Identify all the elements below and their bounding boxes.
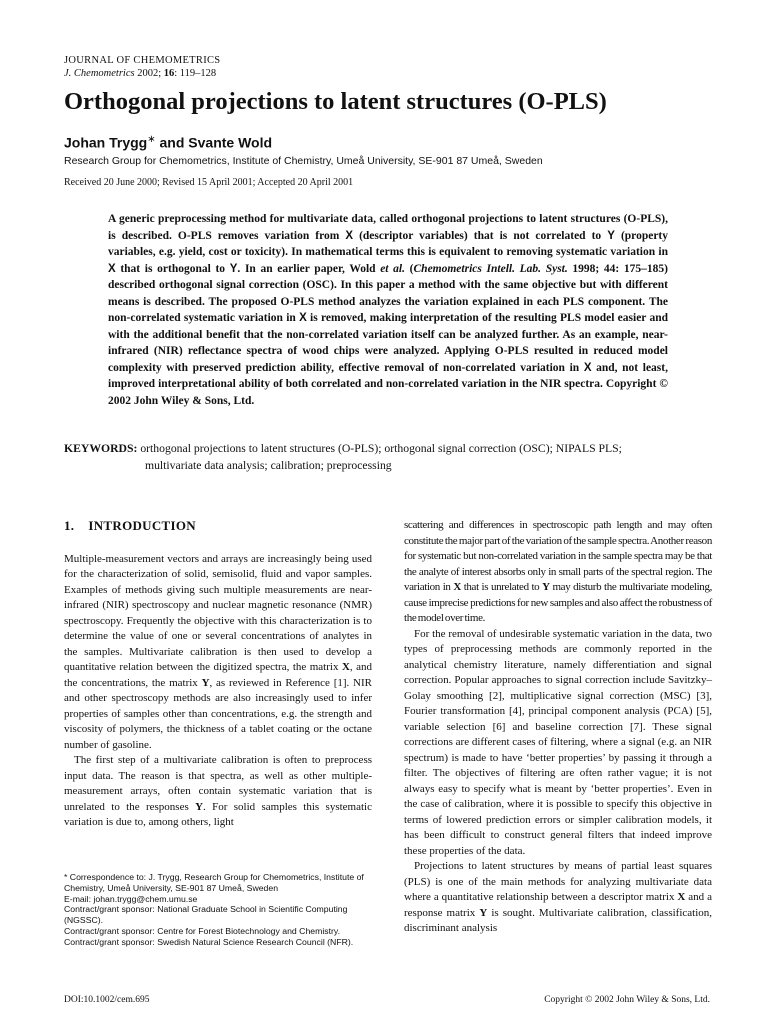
body-text: , and the concentrations, the matrix [64, 661, 372, 689]
citation-volume: 16 [163, 68, 175, 79]
body-text: that is unrelated to [460, 581, 543, 593]
intro-paragraph-4: For the removal of undesirable systematic variation in the data, two types of preprocessing methods are commonly reported in the analytical chemistry literature, namely differentiation and signal correction. Popular approaches to signal correction include Savitzky–Golay smoothing [2], multiplicative signal correction (MSC) [3], Fourier transformation [4], principal component analysis (PCA) [5], variable selection [6] and baseline correction [7]. These signal corrections are different cases of filtering, where a signal (e.g. an NIR spectrum) is made to have ‘better properties’ by passing it through a filter. The objectives of filtering are often rather vague; it is not always easy to specify what is meant by ‘better properties’. Even in the case of calibration, where it is possible to specify this objective in terms of lowered prediction errors or simpler calibration models, it has been difficult to construct general filters that indeed improve these properties of the data. [404, 627, 712, 857]
section-title: INTRODUCTION [88, 518, 196, 533]
abstract-text: ( [405, 262, 414, 275]
authors [64, 134, 272, 151]
abstract [108, 211, 668, 409]
et-al: et al. [380, 262, 405, 275]
footnote-email: E-mail: johan.trygg@chem.umu.se [64, 893, 198, 904]
doi: DOI:10.1002/cem.695 [64, 995, 150, 1005]
abstract-text: (descriptor variables) that is not correlated to [353, 229, 608, 242]
abstract-text: 1998; [567, 262, 604, 275]
body-text: Projections to latent structures by means of partial least squares (PLS) is one of the main methods for analyzing multivariate data where a quantitative relationship between a descriptor matrix [404, 860, 712, 903]
body-text: is sought. Multivariate calibration, classification, discriminant analysis [404, 906, 712, 934]
journal-header [64, 54, 220, 80]
keywords-line2: multivariate data analysis; calibration; preprocessing [145, 458, 392, 472]
journal-citation [64, 67, 220, 80]
matrix-y: Y [201, 676, 210, 689]
section-heading [64, 518, 372, 534]
matrix-x: X [453, 581, 461, 593]
abstract-text: that is orthogonal to [115, 262, 230, 275]
column-left [64, 518, 372, 831]
body-text: may disturb the multivariate modeling, cause imprecise predictions for new samples and also affect the robustness of the model over time. [404, 581, 712, 624]
body-text: The first step of a multivariate calibration is often to preprocess input data. The reason is that spectra, as well as other multiple-measurement arrays, often contain systematic variation that is unrelated to the responses [64, 754, 372, 813]
paper-title: Orthogonal projections to latent structures (O-PLS) [64, 88, 607, 115]
matrix-x: X [677, 891, 686, 903]
footnote-sponsor: Contract/grant sponsor: National Graduate School in Scientific Computing (NGSSC). [64, 904, 348, 926]
matrix-x: X [299, 312, 307, 324]
abstract-text: A generic preprocessing method for multivariate data, called orthogonal projections to latent structures (O-PLS), is described. O-PLS removes variation from [108, 213, 668, 242]
body-text: and a response matrix [404, 891, 713, 919]
matrix-y: Y [479, 906, 488, 919]
matrix-x: X [108, 262, 116, 275]
intro-paragraph-1 [64, 552, 372, 754]
citation-pages: : 119–128 [174, 68, 217, 79]
intro-paragraph-3 [404, 518, 712, 627]
matrix-y: Y [542, 581, 550, 593]
footnote-sponsor: Contract/grant sponsor: Centre for Forest Biotechnology and Chemistry. [64, 925, 341, 936]
journal-name: JOURNAL OF CHEMOMETRICS [64, 55, 221, 66]
intro-paragraph-5 [404, 859, 712, 937]
abstract-text: : 175–185) described orthogonal signal correction (OSC). In this paper a method with the same objective but with different means is described. The proposed O-PLS method analyzes the variation explained in each PLS component. The non-correlated systematic variation in [108, 262, 668, 324]
abstract-text: (property variables, e.g. yield, cost or toxicity). In mathematical terms this is equivalent to removing systematic variation in [108, 229, 668, 258]
matrix-y: Y [195, 800, 204, 813]
keywords-label: KEYWORDS: [64, 442, 138, 455]
matrix-x: X [341, 661, 350, 673]
cited-journal: Chemometrics Intell. Lab. Syst. [413, 262, 568, 275]
footnotes [64, 872, 374, 948]
abstract-text: . In an earlier paper, Wold [237, 262, 381, 275]
column-right [404, 518, 712, 937]
matrix-y: Y [607, 229, 615, 242]
footnote-sponsor: Contract/grant sponsor: Swedish Natural Science Research Council (NFR). [64, 936, 354, 947]
footnote-correspondence: * Correspondence to: J. Trygg, Research Group for Chemometrics, Institute of Chemistry, Umeå University, SE-901 87 Umeå, Sweden [64, 872, 364, 893]
body-text: . For solid samples this systematic variation is due to, among others, light [64, 800, 372, 828]
matrix-x: X [583, 361, 592, 374]
author-second: and Svante Wold [155, 134, 273, 151]
cited-volume: 44 [603, 262, 616, 275]
correspondence-mark: ∗ [147, 134, 156, 145]
journal-abbrev: J. Chemometrics [64, 68, 135, 79]
matrix-x: X [345, 229, 354, 242]
citation-year: 2002; [137, 68, 162, 79]
section-number: 1. [64, 518, 75, 533]
keywords [64, 441, 714, 474]
abstract-text: and, not least, improved interpretational ability of both correlated and non-correlated variation in the NIR spectra. Copyright © 2002 John Wiley & Sons, Ltd. [108, 361, 668, 407]
body-text: scattering and differences in spectroscopic path length and may often constitute the major part of the variation of the sample spectra. Another reason for systematic but non-correlated variation in the sample spectra may be that the analyte of interest absorbs only in small parts of the spectral region. The variation in [404, 519, 712, 593]
received-dates: Received 20 June 2000; Revised 15 April 2001; Accepted 20 April 2001 [64, 177, 354, 188]
copyright: Copyright © 2002 John Wiley & Sons, Ltd. [544, 995, 710, 1005]
intro-paragraph-2 [64, 753, 372, 831]
affiliation: Research Group for Chemometrics, Institute of Chemistry, Umeå University, SE-901 87 Umeå, Sweden [64, 155, 543, 167]
body-text: Multiple-measurement vectors and arrays are increasingly being used for the characterization of solid, semisolid, fluid and vapor samples. Examples of methods giving such multiple measurements are near-infrared (NIR) spectroscopy and nuclear magnetic resonance (NMR) spectroscopy. Frequently the objective with this characterization is to determine the value of one or several concentrations of analytes in the samples. Multivariate calibration is then used to develop a quantitative relation between the digitized spectra, the matrix [64, 552, 372, 673]
body-text: , as reviewed in Reference [1]. NIR and other spectroscopy methods are also increasingly used to infer properties of samples other than concentrations, e.g. the strength and viscosity of polymers, the thickness of a tablet coating or the octane number of gasoline. [64, 676, 373, 751]
author-first: Johan Trygg [64, 134, 148, 151]
keywords-line1: orthogonal projections to latent structures (O-PLS); orthogonal signal correction (OSC); NIPALS PLS; [137, 442, 622, 455]
matrix-y: Y [229, 262, 238, 275]
abstract-text: is removed, making interpretation of the resulting PLS model easier and with the additional benefit that the non-correlated variation itself can be analyzed further. As an example, near-infrared (NIR) reflectance spectra of wood chips were analyzed. Applying O-PLS resulted in reduced model complexity with preserved prediction ability, effective removal of non-correlated variation in [108, 312, 669, 374]
